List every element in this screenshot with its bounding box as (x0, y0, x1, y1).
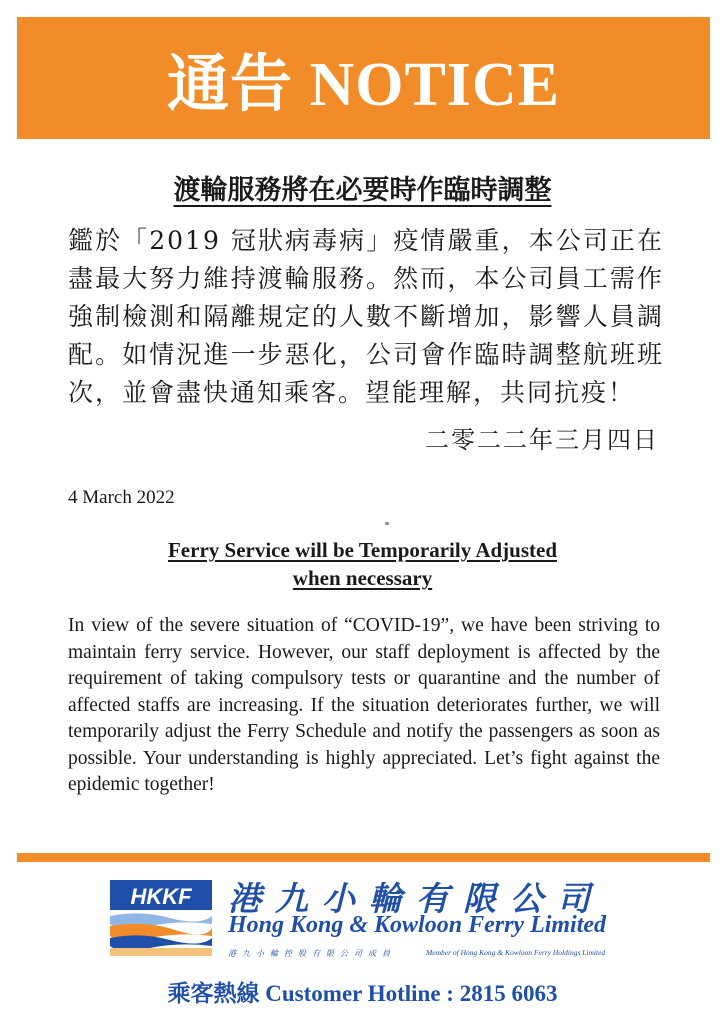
english-title (0, 536, 725, 592)
member-note-english: Member of Hong Kong & Kowloon Ferry Holdings Limited (426, 948, 606, 957)
chinese-body: 鑑於「2019 冠狀病毒病」疫情嚴重，本公司正在盡最大努力維持渡輪服務。然而，本公司員工需作強制檢測和隔離規定的人數不斷增加，影響人員調配。如情況進一步惡化，公司會作臨時調整航班班次，並會盡快通知乘客。望能理解，共同抗疫！ (68, 226, 664, 407)
hkkf-logo-icon (110, 880, 212, 956)
english-body: In view of the severe situation of “COVID-19”, we have been striving to maintain ferry service. However, our staff deployment is affected by the requirement of taking compulsory tests or quarantine and the number of affected staffs are increasing. If the situation deteriorates further, we will temporarily adjust the Ferry Schedule and notify the passengers as soon as possible. Your understanding is highly appreciated. Let’s fight against the epidemic together! (68, 615, 660, 795)
member-note-chinese: 港九小輪控股有限公司成員 (228, 949, 396, 958)
notice-banner (17, 17, 710, 139)
company-name-english: Hong Kong & Kowloon Ferry Limited (228, 912, 607, 938)
banner-title: 通告 NOTICE (166, 50, 561, 119)
english-date: 4 March 2022 (68, 487, 175, 508)
english-title-line2: when necessary (292, 566, 433, 590)
customer-hotline: 乘客熱線 Customer Hotline : 2815 6063 (167, 981, 558, 1006)
chinese-title: 渡輪服務將在必要時作臨時調整 (173, 175, 552, 206)
chinese-date: 二零二二年三月四日 (425, 426, 659, 454)
hkkf-logo (110, 880, 212, 956)
english-title-line1: Ferry Service will be Temporarily Adjusted (167, 538, 558, 562)
company-name-chinese: 港九小輪有限公司 (228, 879, 604, 918)
logo-text: HKKF (130, 884, 192, 909)
scan-speck (385, 522, 389, 525)
footer-divider (17, 853, 710, 862)
